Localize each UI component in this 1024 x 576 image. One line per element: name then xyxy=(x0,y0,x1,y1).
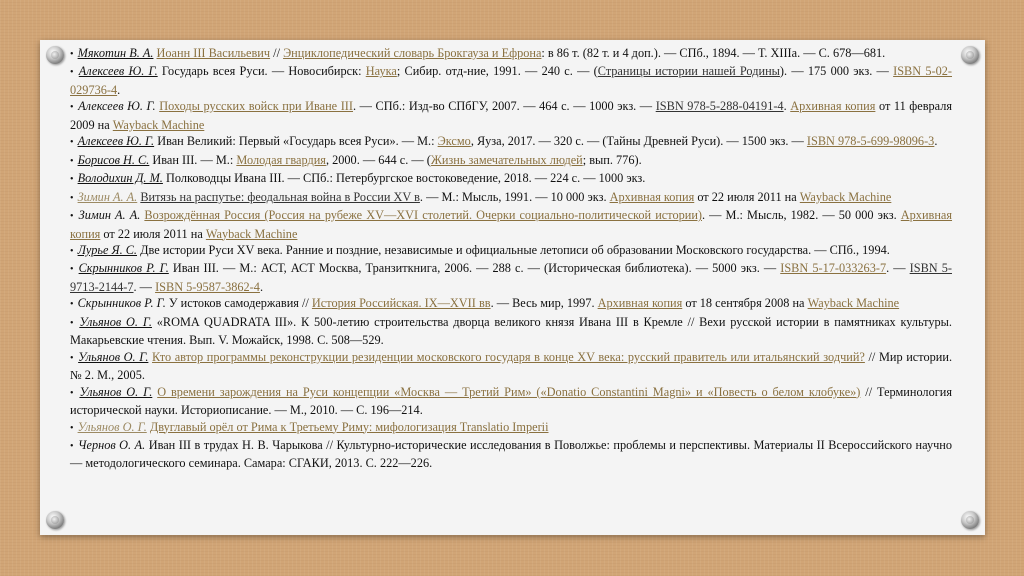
ref-title-link[interactable]: Возрождённая Россия (Россия на рубеже XV—XVI столетий. Очерки социально-политической истории) xyxy=(144,208,702,223)
pushpin-icon xyxy=(961,46,979,64)
ref-author: Ульянов О. Г. xyxy=(78,349,149,364)
slide-card xyxy=(40,40,985,535)
list-item: • Ульянов О. Г. «ROMA QUADRATA III». К 500-летию строительства дворца великого князя Ивана III в Кремле // Вехи русской истории в памятниках культуры. Макарьевские чтения. Вып. V. Можайск, 1998. С. 508—529. xyxy=(70,314,952,349)
ref-source-link[interactable]: Энциклопедический словарь Брокгауза и Ефрона xyxy=(283,46,542,60)
wayback-link[interactable]: Wayback Machine xyxy=(799,189,892,204)
isbn-link[interactable]: ISBN 5-17-033263-7 xyxy=(780,261,887,276)
list-item: • Зимин А. А. Возрождённая Россия (Россия на рубеже XV—XVI столетий. Очерки социально-политической истории). — М.: Мысль, 1982. — 50 000 экз. Архивная копия от 22 июля 2011 на Wayback Machine xyxy=(70,207,952,242)
list-item: • Володихин Д. М. Полководцы Ивана III. — СПб.: Петербургское востоковедение, 2018. — 224 с. — 1000 экз. xyxy=(70,170,952,188)
ref-title-link[interactable]: Иоанн III Васильевич xyxy=(156,46,271,60)
list-item: • Алексеев Ю. Г. Походы русских войск при Иване III. — СПб.: Изд-во СПбГУ, 2007. — 464 с. — 1000 экз. — ISBN 978-5-288-04191-4. Архивная копия от 11 февраля 2009 на Wayback Machine xyxy=(70,98,952,133)
ref-title-link[interactable]: О времени зарождения на Руси концепции «Москва — Третий Рим» («Donatio Constantini Magni» и «Повесть о белом клобуке») xyxy=(157,384,861,399)
ref-author: Скрынников Р. Г. xyxy=(77,296,166,311)
ref-title-link[interactable]: Кто автор программы реконструкции резиденции московского государя в конце XV века: русский правитель или итальянский зодчий? xyxy=(152,349,865,364)
ref-author: Ульянов О. Г. xyxy=(77,419,147,434)
ref-title-link[interactable]: Витязь на распутье: феодальная война в России XV в xyxy=(140,189,420,204)
wayback-link[interactable]: Wayback Machine xyxy=(112,117,205,132)
ref-series-link[interactable]: Жизнь замечательных людей xyxy=(430,152,583,167)
archive-link[interactable]: Архивная копия xyxy=(597,296,683,311)
ref-author: Алексеев Ю. Г. xyxy=(78,99,156,114)
references-list xyxy=(70,45,952,472)
list-item: • Скрынников Р. Г. Иван III. — М.: АСТ, АСТ Москва, Транзиткнига, 2006. — 288 с. — (Историческая библиотека). — 5000 экз. — ISBN 5-17-033263-7. — ISBN 5-9713-2144-7. — ISBN 5-9587-3862-4. xyxy=(70,260,952,295)
archive-link[interactable]: Архивная копия xyxy=(609,189,695,204)
ref-author: Ульянов О. Г. xyxy=(79,314,152,329)
isbn-link[interactable]: ISBN 5-9587-3862-4 xyxy=(155,279,260,294)
list-item: • Зимин А. А. Витязь на распутье: феодальная война в России XV в. — М.: Мысль, 1991. — 10 000 экз. Архивная копия от 22 июля 2011 на Wayback Machine xyxy=(70,189,952,207)
archive-link[interactable]: Архивная копия xyxy=(70,208,953,241)
list-item: • Лурье Я. С. Две истории Руси XV века. Ранние и поздние, независимые и официальные летописи об образовании Московского государства. — СПб., 1994. xyxy=(70,242,952,260)
pushpin-icon xyxy=(46,46,64,64)
list-item: • Скрынников Р. Г. У истоков самодержавия // История Российская. IX—XVII вв. — Весь мир, 1997. Архивная копия от 18 сентября 2008 на Wayback Machine xyxy=(70,295,952,313)
ref-author: Чернов О. А. xyxy=(78,437,146,452)
isbn-link[interactable]: ISBN 5-9713-2144-7 xyxy=(70,261,952,294)
ref-publisher-link[interactable]: Наука xyxy=(365,64,397,79)
ref-author: Володихин Д. М. xyxy=(77,171,163,186)
ref-source-link[interactable]: История Российская. IX—XVII вв xyxy=(311,296,491,311)
ref-author: Скрынников Р. Г. xyxy=(78,261,169,276)
ref-author: Борисов Н. С. xyxy=(77,152,150,167)
wayback-link[interactable]: Wayback Machine xyxy=(205,226,298,241)
isbn-link[interactable]: ISBN 5-02-029736-4 xyxy=(70,64,953,97)
ref-publisher-link[interactable]: Молодая гвардия xyxy=(236,152,326,167)
list-item: • Алексеев Ю. Г. Иван Великий: Первый «Государь всея Руси». — М.: Эксмо, Яуза, 2017. — 320 с. — (Тайны Древней Руси). — 1500 экз. — ISBN 978-5-699-98096-3. xyxy=(70,133,952,151)
ref-series-link[interactable]: Страницы истории нашей Родины xyxy=(597,64,780,79)
ref-title-link[interactable]: Походы русских войск при Иване III xyxy=(159,99,353,114)
ref-author: Лурье Я. С. xyxy=(77,242,138,257)
isbn-link[interactable]: ISBN 978-5-288-04191-4 xyxy=(655,99,784,114)
list-item: • Чернов О. А. Иван III в трудах Н. В. Чарыкова // Культурно-исторические исследования в Поволжье: проблемы и перспективы. Материалы II Всероссийского научно — методологического семинара. Самара: СГАКИ, 2013. С. 222—226. xyxy=(70,437,952,472)
ref-author: Алексеев Ю. Г. xyxy=(78,64,158,79)
archive-link[interactable]: Архивная копия xyxy=(790,99,876,114)
pushpin-icon xyxy=(46,511,64,529)
ref-title-link[interactable]: Двуглавый орёл от Рима к Третьему Риму: мифологизация Translatio Imperii xyxy=(149,419,549,434)
isbn-link[interactable]: ISBN 978-5-699-98096-3 xyxy=(806,134,935,149)
wayback-link[interactable]: Wayback Machine xyxy=(807,296,900,311)
list-item xyxy=(70,419,952,437)
list-item: • Борисов Н. С. Иван III. — М.: Молодая гвардия, 2000. — 644 с. — (Жизнь замечательных людей; вып. 776). xyxy=(70,152,952,170)
list-item: • Ульянов О. Г. О времени зарождения на Руси концепции «Москва — Третий Рим» («Donatio Constantini Magni» и «Повесть о белом клобуке») // Терминология исторической науки. Историописание. — М., 2010. — С. 196—214. xyxy=(70,384,952,419)
ref-author: Зимин А. А. xyxy=(78,208,141,223)
ref-publisher-link[interactable]: Эксмо xyxy=(437,134,471,149)
list-item: • Ульянов О. Г. Кто автор программы реконструкции резиденции московского государя в конце XV века: русский правитель или итальянский зодчий? // Мир истории. № 2. М., 2005. xyxy=(70,349,952,384)
list-item: • Мякотин В. А. Иоанн III Васильевич // Энциклопедический словарь Брокгауза и Ефрона: в 86 т. (82 т. и 4 доп.). — СПб., 1894. — Т. XIIIa. — С. 678—681. xyxy=(70,45,952,63)
ref-author: Мякотин В. А. xyxy=(77,46,154,60)
pushpin-icon xyxy=(961,511,979,529)
ref-author: Зимин А. А. xyxy=(77,189,138,204)
ref-author: Алексеев Ю. Г. xyxy=(77,134,155,149)
ref-author: Ульянов О. Г. xyxy=(79,384,153,399)
list-item: • Алексеев Ю. Г. Государь всея Руси. — Новосибирск: Наука; Сибир. отд-ние, 1991. — 240 с. — (Страницы истории нашей Родины). — 175 000 экз. — ISBN 5-02-029736-4. xyxy=(70,63,952,98)
